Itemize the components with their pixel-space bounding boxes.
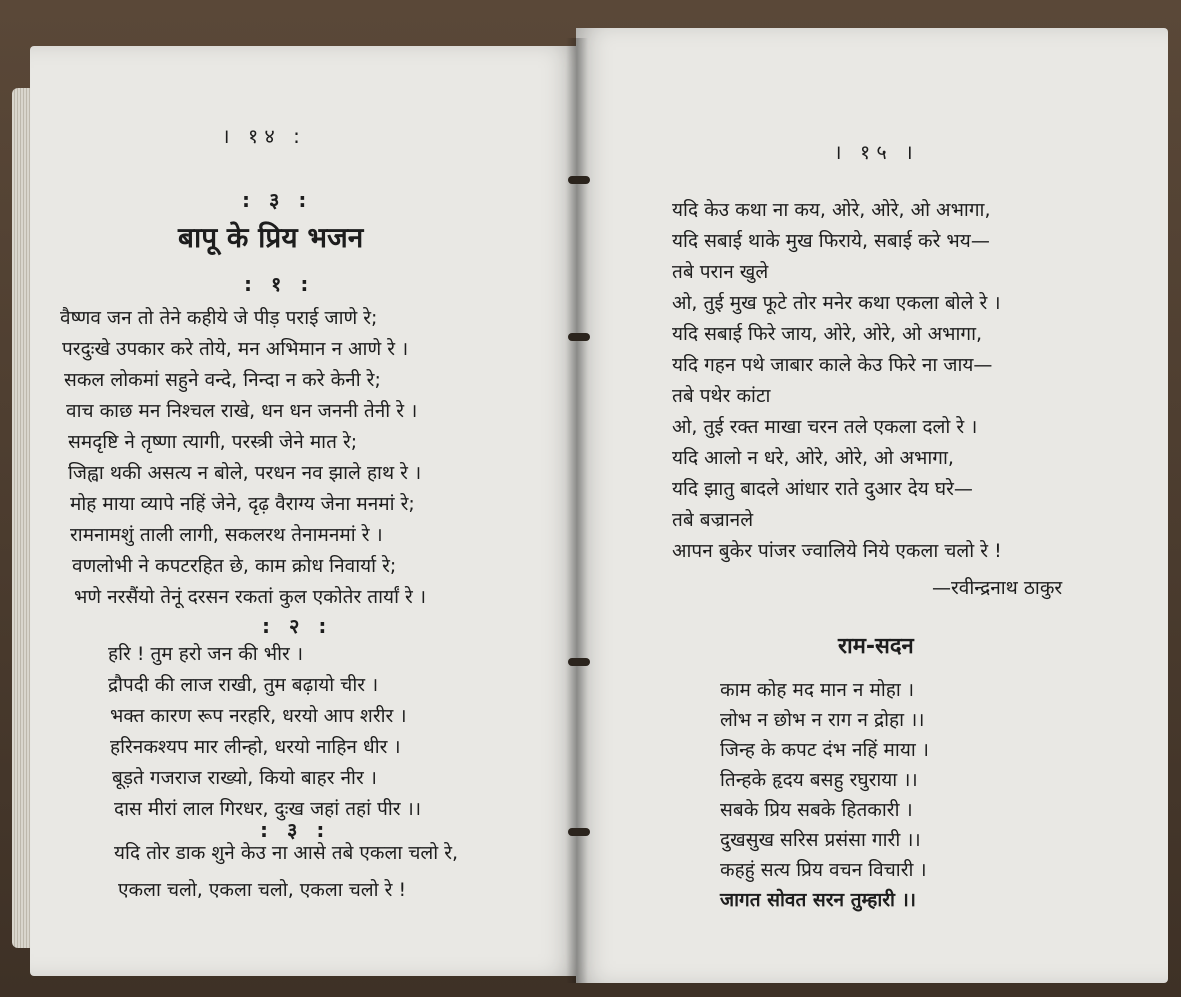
poem3-line: एकला चलो, एकला चलो, एकला चलो रे ! — [118, 879, 407, 901]
poem1-line: वैष्णव जन तो तेने कहीये जे पीड़ पराई जाणे रे; — [60, 307, 378, 329]
poem3-cont-line: तबे बज्रानले — [672, 509, 754, 531]
poem-author: —रवीन्द्रनाथ ठाकुर — [932, 577, 1063, 599]
poem1-line: मोह माया व्यापे नहिं जेने, दृढ़ वैराग्य जेना मनमां रे; — [70, 493, 415, 515]
binding-stitch — [568, 658, 590, 666]
poem4-line: लोभ न छोभ न राग न द्रोहा ।। — [720, 709, 925, 731]
poem1-line: परदुःखे उपकार करे तोये, मन अभिमान न आणे रे । — [62, 338, 409, 360]
poem2-line: द्रौपदी की लाज राखी, तुम बढ़ायो चीर । — [108, 674, 379, 696]
poem3-cont-line: यदि केउ कथा ना कय, ओरे, ओरे, ओ अभागा, — [672, 199, 991, 221]
binding-stitch — [568, 828, 590, 836]
section-marker-1: : १ : — [244, 272, 315, 296]
poem3-cont-line: यदि आलो न धरे, ओरे, ओरे, ओ अभागा, — [672, 447, 954, 469]
poem1-line: वाच काछ मन निश्चल राखे, धन धन जननी तेनी रे । — [66, 400, 418, 422]
poem2-line: हरि ! तुम हरो जन की भीर । — [108, 643, 304, 665]
left-page — [30, 46, 578, 976]
binding-stitch — [568, 176, 590, 184]
poem4-line: दुखसुख सरिस प्रसंसा गारी ।। — [720, 829, 921, 851]
poem1-line: वणलोभी ने कपटरहित छे, काम क्रोध निवार्या रे; — [72, 555, 397, 577]
section-marker-2: : २ : — [262, 614, 333, 638]
poem1-line: रामनामशुं ताली लागी, सकलरथ तेनामनमां रे । — [70, 524, 383, 546]
poem2-line: भक्त कारण रूप नरहरि, धरयो आप शरीर । — [110, 705, 407, 727]
poem4-line: जिन्ह के कपट दंभ नहिं माया । — [720, 739, 930, 761]
poem3-cont-line: ओ, तुई रक्त माखा चरन तले एकला दलो रे । — [672, 416, 978, 438]
poem4-line: जागत सोवत सरन तुम्हारी ।। — [720, 889, 916, 911]
poem4-line: तिन्हके हृदय बसहु रघुराया ।। — [720, 769, 918, 791]
poem3-cont-line: ओ, तुई मुख फूटे तोर मनेर कथा एकला बोले रे । — [672, 292, 1001, 314]
poem3-cont-line: आपन बुकेर पांजर ज्वालिये निये एकला चलो रे ! — [672, 540, 1002, 562]
poem1-line: समदृष्टि ने तृष्णा त्यागी, परस्त्री जेने मात रे; — [68, 431, 358, 453]
poem3-line: यदि तोर डाक शुने केउ ना आसे तबे एकला चलो रे, — [114, 842, 459, 864]
poem3-cont-line: यदि झातु बादले आंधार राते दुआर देय घरे— — [672, 478, 973, 500]
poem3-cont-line: यदि सबाई थाके मुख फिराये, सबाई करे भय— — [672, 230, 990, 252]
section-heading: राम-सदन — [838, 634, 914, 659]
right-page — [576, 28, 1168, 983]
right-page-number: । १५ । — [834, 140, 919, 164]
poem1-line: भणे नरसैंयो तेनूं दरसन रकतां कुल एकोतेर तार्यां रे । — [74, 586, 427, 608]
page-title: बापू के प्रिय भजन — [178, 221, 364, 254]
binding-stitch — [568, 333, 590, 341]
poem3-cont-line: तबे परान खुले — [672, 261, 769, 283]
poem3-cont-line: यदि गहन पथे जाबार काले केउ फिरे ना जाय— — [672, 354, 993, 376]
section-marker-main: : ३ : — [242, 188, 313, 212]
poem2-line: हरिनकश्यप मार लीन्हो, धरयो नाहिन धीर । — [110, 736, 401, 758]
poem3-cont-line: तबे पथेर कांटा — [672, 385, 771, 407]
poem4-line: कहहुं सत्य प्रिय वचन विचारी । — [720, 859, 927, 881]
poem4-line: सबके प्रिय सबके हितकारी । — [720, 799, 913, 821]
open-book — [8, 18, 1168, 988]
poem2-line: दास मीरां लाल गिरधर, दुःख जहां तहां पीर ।। — [114, 798, 422, 820]
left-page-number: । १४ : — [222, 124, 306, 148]
section-marker-3: : ३ : — [260, 818, 331, 842]
poem1-line: सकल लोकमां सहुने वन्दे, निन्दा न करे केनी रे; — [64, 369, 381, 391]
poem2-line: बूड़ते गजराज राख्यो, कियो बाहर नीर । — [112, 767, 377, 789]
poem4-line: काम कोह मद मान न मोहा । — [720, 679, 915, 701]
poem1-line: जिह्वा थकी असत्य न बोले, परधन नव झाले हाथ रे । — [68, 462, 422, 484]
poem3-cont-line: यदि सबाई फिरे जाय, ओरे, ओरे, ओ अभागा, — [672, 323, 983, 345]
